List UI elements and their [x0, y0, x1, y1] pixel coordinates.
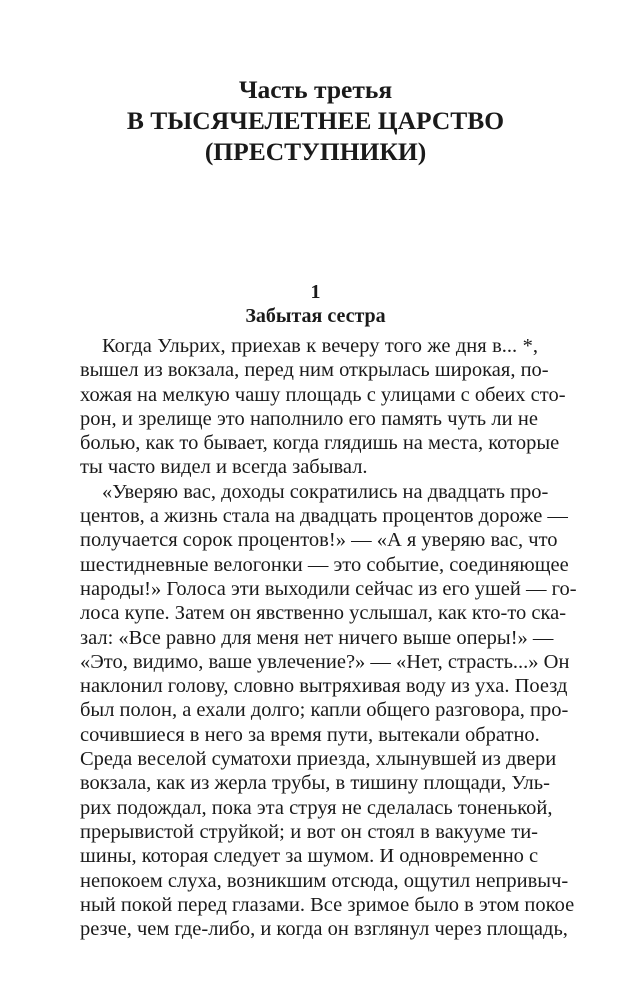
- text-line: хожая на мелкую чашу площадь с улицами с обеих сто-: [80, 383, 566, 406]
- text-line: вокзала, как из жерла трубы, в тишину площади, Уль-: [80, 772, 550, 795]
- body-text: [80, 334, 577, 941]
- text-line: «Это, видимо, ваше увлечение?» — «Нет, страсть...» Он: [80, 650, 570, 673]
- text-line: лоса купе. Затем он явственно услышал, как кто-то ска-: [80, 602, 567, 625]
- text-line: зал: «Все равно для меня нет ничего выше оперы!» —: [80, 626, 554, 649]
- text-line: Среда веселой суматохи приезда, хлынувшей из двери: [80, 748, 557, 771]
- part-title: Часть третья: [238, 75, 393, 104]
- text-line: непокоем слуха, возникшим отсюда, ощутил непривыч-: [80, 869, 569, 892]
- text-line: получается сорок процентов!» — «А я уверяю вас, что: [80, 529, 558, 552]
- text-line: рон, и зрелище это наполнило его память чуть ли не: [80, 407, 538, 430]
- text-line: сочившиеся в него за время пути, вытекали обратно.: [80, 723, 540, 746]
- part-parenthetical: (ПРЕСТУПНИКИ): [204, 137, 427, 166]
- part-subtitle: В ТЫСЯЧЕЛЕТНЕЕ ЦАРСТВО: [126, 106, 505, 135]
- text-line: «Уверяю вас, доходы сократились на двадцать про-: [102, 480, 549, 503]
- text-line: болью, как то бывает, когда глядишь на места, которые: [80, 432, 560, 455]
- text-line: наклонил голову, словно вытряхивая воду из уха. Поезд: [80, 675, 568, 698]
- paragraph: [80, 480, 577, 942]
- text-line: шестидневные велогонки — это событие, соединяющее: [80, 553, 569, 576]
- text-line: вышел из вокзала, перед ним открылась широкая, по-: [80, 359, 549, 382]
- text-line: ты часто видел и всегда забывал.: [80, 456, 368, 479]
- paragraph: [80, 334, 566, 480]
- text-line: шины, которая следует за шумом. И одновременно с: [80, 845, 539, 868]
- text-line: ный покой перед глазами. Все зримое было в этом покое: [80, 893, 575, 916]
- text-line: резче, чем где-либо, и когда он взглянул через площадь,: [80, 918, 568, 941]
- chapter-heading: [0, 280, 631, 328]
- chapter-title: Забытая сестра: [245, 305, 386, 327]
- chapter-number: 1: [310, 281, 321, 303]
- text-line: Когда Ульрих, приехав к вечеру того же дня в... *,: [102, 335, 538, 357]
- text-line: рих подождал, пока эта струя не сделалась тоненькой,: [80, 796, 553, 819]
- part-heading: [0, 74, 631, 167]
- text-line: прерывистой струйкой; и вот он стоял в вакууме ти-: [80, 820, 538, 843]
- text-line: был полон, а ехали долго; капли общего разговора, про-: [80, 699, 569, 722]
- text-line: народы!» Голоса эти выходили сейчас из его ушей — го-: [80, 577, 577, 600]
- text-line: центов, а жизнь стала на двадцать процентов дороже —: [80, 505, 568, 528]
